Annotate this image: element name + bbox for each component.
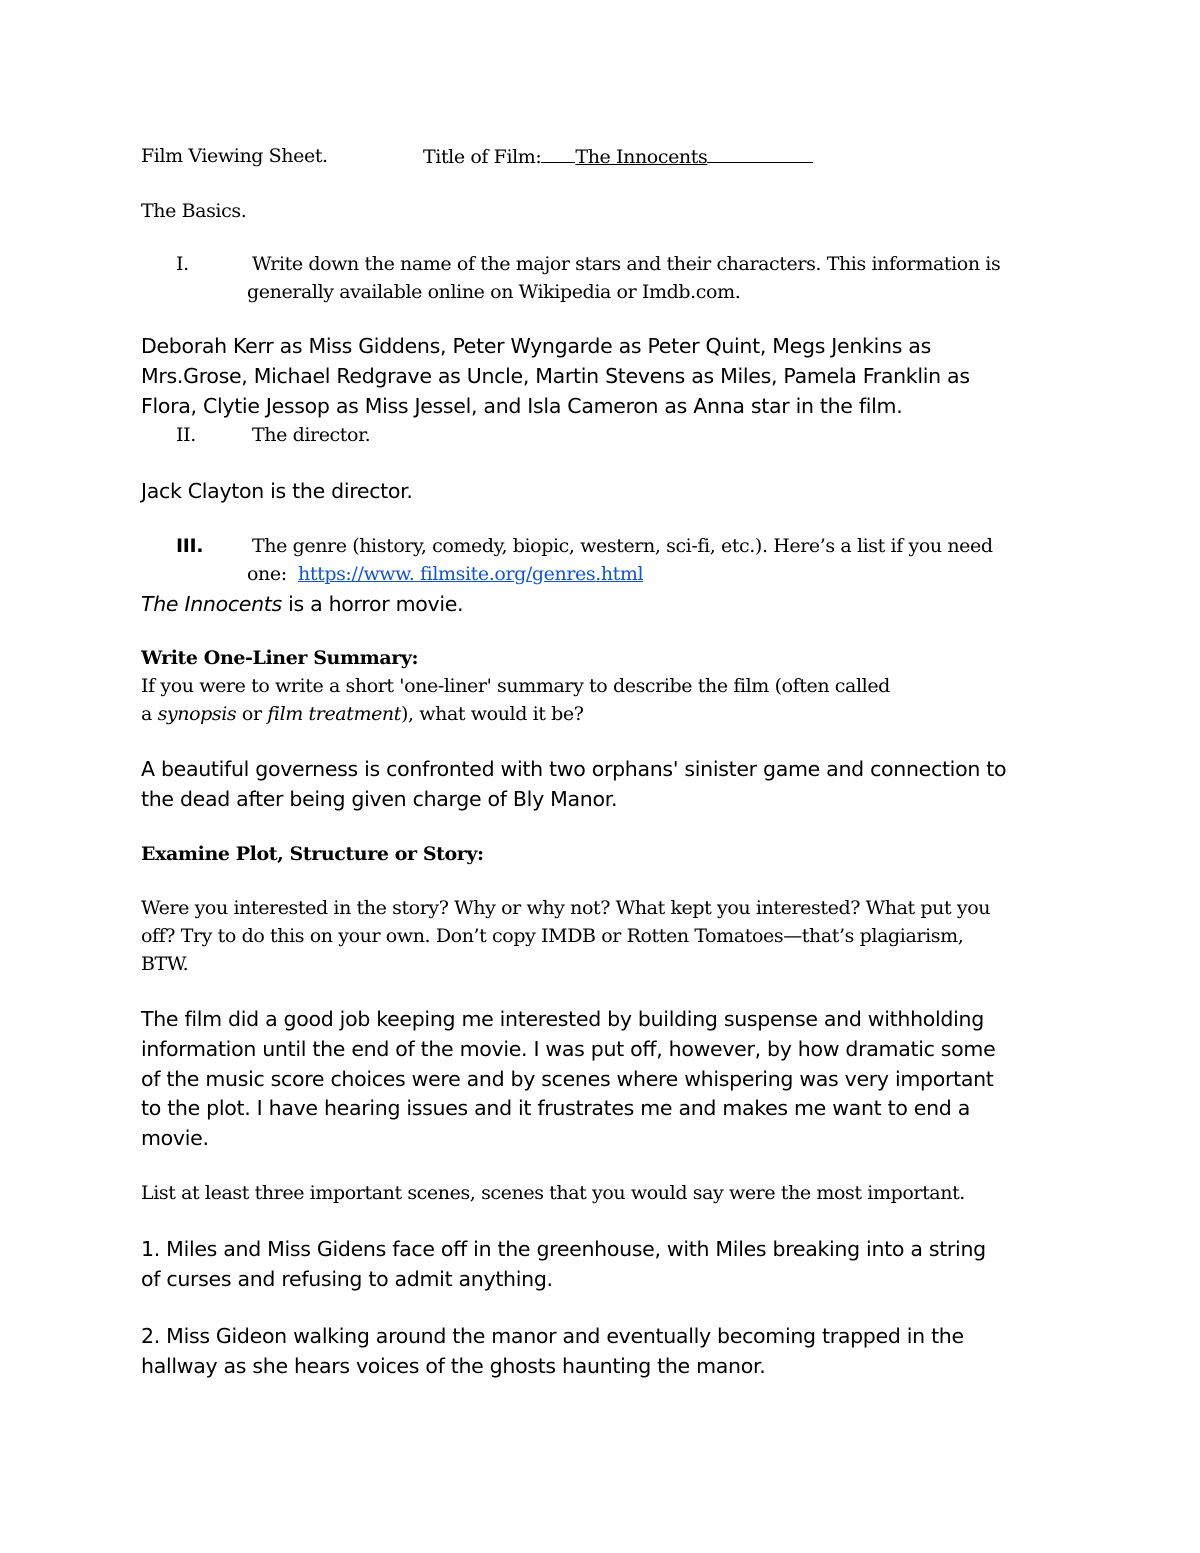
a1-line1: Deborah Kerr as Miss Giddens, Peter Wyngarde as Peter Quint, Megs Jenkins as [141,334,931,358]
summary-heading: Write One-Liner Summary: [141,647,419,669]
summary-q-line1: If you were to write a short 'one-liner' summary to describe the film (often called [141,675,890,697]
title-blank-after [707,142,813,163]
q1-line2: generally available online on Wikipedia or Imdb.com. [247,281,741,303]
summary-q-line2 [141,700,584,728]
sheet-label: Film Viewing Sheet. [141,145,328,167]
q3-one-label: one: [247,563,287,585]
q3-numeral: III. [176,535,204,557]
scene-1-line1: 1. Miles and Miss Gidens face off in the greenhouse, with Miles breaking into a string [141,1237,986,1261]
plot-q-line1: Were you interested in the story? Why or why not? What kept you interested? What put you [141,897,991,919]
summary-answer-line2: the dead after being given charge of Bly Manor. [141,787,618,811]
plot-a-line5: movie. [141,1126,209,1150]
summary-q-end: ), what would it be? [401,703,584,725]
summary-answer-line1: A beautiful governess is confronted with two orphans' sinister game and connection to [141,757,1007,781]
scene-2-line1: 2. Miss Gideon walking around the manor and eventually becoming trapped in the [141,1324,964,1348]
summary-q-treatment: film treatment [267,703,401,725]
a1-line3: Flora, Clytie Jessop as Miss Jessel, and Isla Cameron as Anna star in the film. [141,394,903,418]
summary-q-synopsis: synopsis [157,703,237,725]
summary-q-or: or [236,703,268,725]
q2-text: The director. [252,424,371,446]
genres-link[interactable]: https://www. filmsite.org/genres.html [298,563,644,585]
header-line [141,142,328,170]
q3-line2 [247,560,643,588]
a3-line [141,589,463,619]
title-label: Title of Film: [423,146,542,168]
plot-q-line2: off? Try to do this on your own. Don’t copy IMDB or Rotten Tomatoes—that’s plagiarism, [141,925,964,947]
title-blank-before [541,142,575,163]
a1-line2: Mrs.Grose, Michael Redgrave as Uncle, Martin Stevens as Miles, Pamela Franklin as [141,364,970,388]
q2-numeral: II. [176,424,196,446]
basics-heading: The Basics. [141,200,247,222]
summary-q-a: a [141,703,158,725]
a2-text: Jack Clayton is the director. [141,479,413,503]
title-field [423,142,813,171]
plot-a-line4: to the plot. I have hearing issues and it frustrates me and makes me want to end a [141,1096,970,1120]
q3-line1: The genre (history, comedy, biopic, western, sci-fi, etc.). Here’s a list if you need [252,535,993,557]
scenes-prompt: List at least three important scenes, scenes that you would say were the most important. [141,1182,965,1204]
q1-line1: Write down the name of the major stars and their characters. This information is [252,253,1001,275]
q1-numeral: I. [176,253,189,275]
scene-2-line2: hallway as she hears voices of the ghosts haunting the manor. [141,1354,766,1378]
plot-a-line1: The film did a good job keeping me interested by building suspense and withholding [141,1007,984,1031]
scene-1-line2: of curses and refusing to admit anything. [141,1267,553,1291]
a3-rest: is a horror movie. [281,592,464,616]
plot-q-line3: BTW. [141,953,189,975]
plot-heading: Examine Plot, Structure or Story: [141,843,484,865]
plot-a-line3: of the music score choices were and by scenes where whispering was very important [141,1067,994,1091]
a3-film-title: The Innocents [141,592,282,616]
plot-a-line2: information until the end of the movie. I was put off, however, by how dramatic some [141,1037,996,1061]
title-value: The Innocents [575,146,708,168]
